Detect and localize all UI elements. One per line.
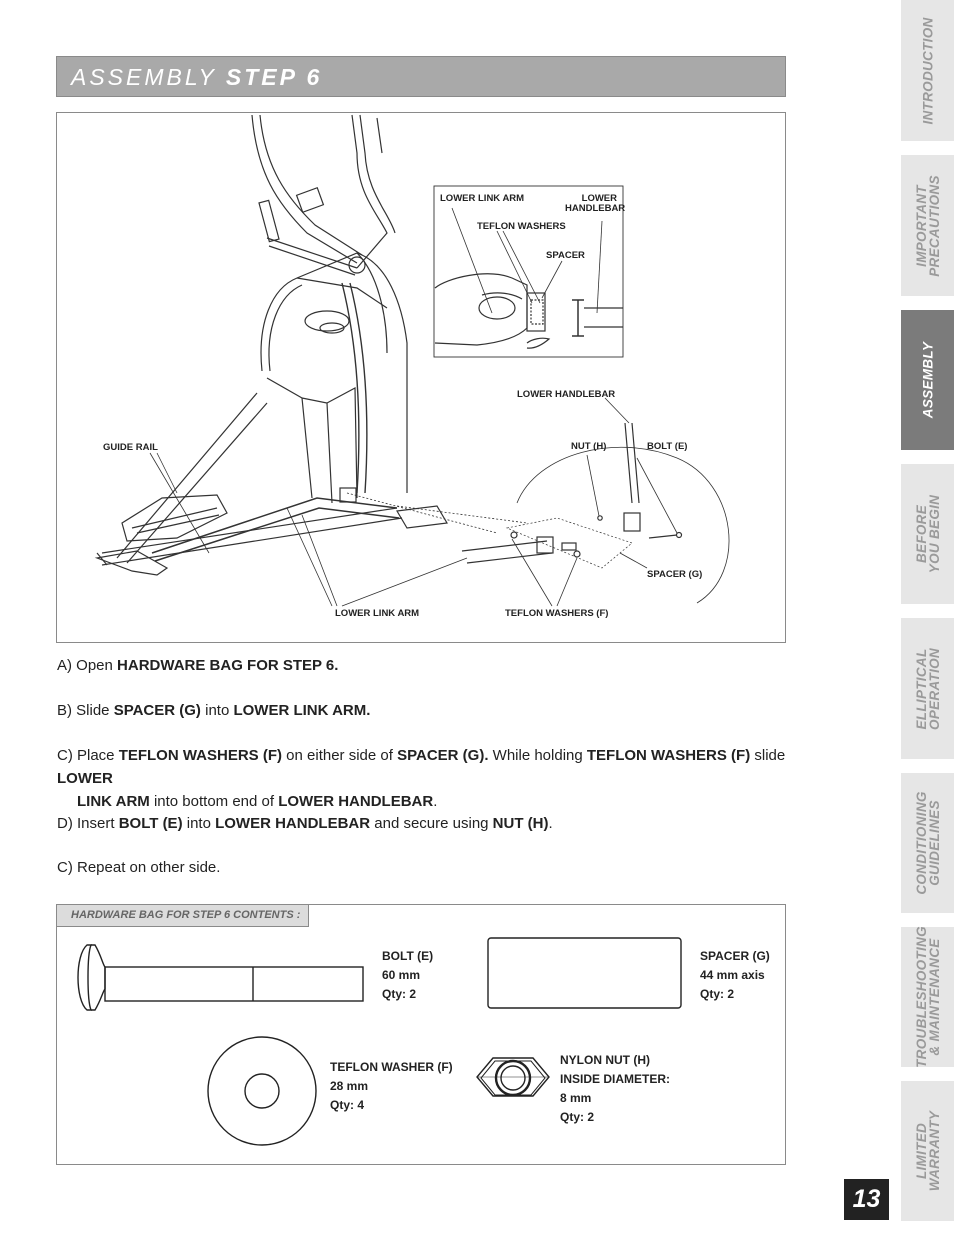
step-b-bold-1: SPACER (G) [113, 702, 201, 719]
nut-size-label: INSIDE DIAMETER: [560, 1072, 671, 1086]
spacer-size: 44 mm axis [700, 968, 765, 982]
tab-conditioning-guidelines-label-1: CONDITIONING [913, 791, 929, 895]
tab-before-you-begin[interactable] [901, 464, 954, 604]
callout-teflon-washers-inset: TEFLON WASHERS [477, 221, 566, 232]
spacer-name: SPACER (G) [700, 949, 770, 963]
assembly-diagram [56, 112, 786, 643]
spacer-label [700, 947, 770, 1004]
tab-troubleshooting-label-2: & MAINTENANCE [926, 938, 942, 1056]
step-c-bold-4: LOWER [57, 770, 113, 787]
nut-qty: Qty: 2 [560, 1110, 595, 1124]
tab-troubleshooting-maintenance[interactable] [901, 927, 954, 1067]
tab-conditioning-guidelines-label-2: GUIDELINES [926, 800, 942, 886]
tab-important-precautions[interactable] [901, 155, 954, 296]
washer-label [330, 1058, 453, 1115]
callout-lower-handlebar-inset: LOWER HANDLEBAR [565, 193, 626, 214]
washer-qty: Qty: 4 [330, 1098, 365, 1112]
washer-size: 28 mm [330, 1079, 369, 1093]
step-c-text-2: on either side of [282, 747, 398, 764]
tab-limited-warranty-label-1: LIMITED [913, 1122, 929, 1180]
step-d-text-2: into [182, 815, 216, 832]
callout-lower-handlebar: LOWER HANDLEBAR [517, 389, 616, 400]
step-c-text-1: C) Place [57, 747, 119, 764]
step-c [57, 744, 787, 813]
step-repeat-text: C) Repeat on other side. [57, 859, 221, 876]
step-d-text-3: and secure using [370, 815, 493, 832]
step-d-text-4: . [548, 815, 553, 832]
step-a-text: A) Open [57, 657, 118, 674]
bolt-qty: Qty: 2 [382, 987, 417, 1001]
tab-before-you-begin-label-2: YOU BEGIN [926, 494, 942, 574]
bolt-label [382, 947, 433, 1004]
callout-lower-link-arm: LOWER LINK ARM [335, 608, 420, 619]
callout-bolt-e: BOLT (E) [647, 441, 688, 452]
spacer-illustration [488, 938, 681, 1008]
step-d-text-1: D) Insert [57, 815, 119, 832]
elliptical-illustration [57, 113, 787, 644]
hardware-contents-box [56, 904, 786, 1165]
callout-nut-h: NUT (H) [571, 441, 607, 452]
hardware-illustrations [57, 905, 787, 1166]
step-b-text-1: B) Slide [57, 702, 114, 719]
title-prefix: ASSEMBLY [71, 64, 217, 90]
step-b [57, 699, 787, 722]
bolt-illustration [78, 945, 363, 1010]
nut-name: NYLON NUT (H) [560, 1053, 650, 1067]
tab-elliptical-operation[interactable] [901, 618, 954, 759]
callout-guide-rail: GUIDE RAIL [103, 442, 158, 453]
step-a [57, 654, 787, 677]
nut-size: 8 mm [560, 1091, 592, 1105]
step-d-bold-1: BOLT (E) [118, 815, 183, 832]
hardware-tab-label: HARDWARE BAG FOR STEP 6 CONTENTS : [56, 904, 309, 927]
callout-teflon-washers-f: TEFLON WASHERS (F) [505, 608, 609, 619]
step-a-bold: HARDWARE BAG FOR STEP 6. [117, 657, 339, 674]
tab-elliptical-operation-label-2: OPERATION [926, 647, 942, 730]
tab-conditioning-guidelines[interactable] [901, 773, 954, 913]
step-b-bold-2: LOWER LINK ARM. [233, 702, 371, 719]
tab-important-precautions-label-2: PRECAUTIONS [926, 174, 942, 277]
tab-limited-warranty-label-2: WARRANTY [926, 1110, 942, 1192]
step-c-text-4: slide [750, 747, 786, 764]
title-step: STEP 6 [225, 64, 323, 90]
title-band [56, 56, 786, 97]
step-c-bold-2: SPACER (G). [397, 747, 489, 764]
bolt-name: BOLT (E) [382, 949, 434, 963]
step-d-bold-2: LOWER HANDLEBAR [215, 815, 371, 832]
tab-elliptical-operation-label-1: ELLIPTICAL [913, 648, 929, 730]
callout-spacer-g: SPACER (G) [647, 569, 703, 580]
step-c-bold-5: LINK ARM [77, 793, 150, 810]
step-c-bold-6: LOWER HANDLEBAR [278, 793, 434, 810]
tab-before-you-begin-label-1: BEFORE [913, 504, 929, 564]
spacer-qty: Qty: 2 [700, 987, 735, 1001]
step-d-bold-3: NUT (H) [492, 815, 549, 832]
step-c-text-3: While holding [488, 747, 587, 764]
step-c-bold-1: TEFLON WASHERS (F) [118, 747, 283, 764]
tab-introduction-label: INTRODUCTION [920, 16, 935, 125]
washer-name: TEFLON WASHER (F) [330, 1060, 453, 1074]
step-b-text-2: into [200, 702, 234, 719]
callout-lower-link-arm-inset: LOWER LINK ARM [440, 193, 525, 204]
washer-illustration [208, 1037, 316, 1145]
tab-assembly[interactable] [901, 310, 954, 450]
page-title [71, 64, 322, 91]
callout-spacer-inset: SPACER [546, 250, 585, 261]
tab-assembly-label: ASSEMBLY [920, 341, 935, 419]
tab-troubleshooting-label-1: TROUBLESHOOTING [913, 926, 929, 1068]
step-c-text-6: . [433, 793, 438, 810]
tab-limited-warranty[interactable] [901, 1081, 954, 1221]
nut-illustration [477, 1058, 549, 1096]
step-c-text-5: into bottom end of [149, 793, 279, 810]
step-repeat [57, 856, 787, 879]
step-c-bold-3: TEFLON WASHERS (F) [586, 747, 751, 764]
page-number: 13 [844, 1179, 889, 1220]
bolt-size: 60 mm [382, 968, 421, 982]
tab-important-precautions-label-1: IMPORTANT [913, 184, 929, 267]
nut-label [560, 1051, 670, 1127]
step-d [57, 812, 787, 835]
tab-introduction[interactable] [901, 0, 954, 141]
